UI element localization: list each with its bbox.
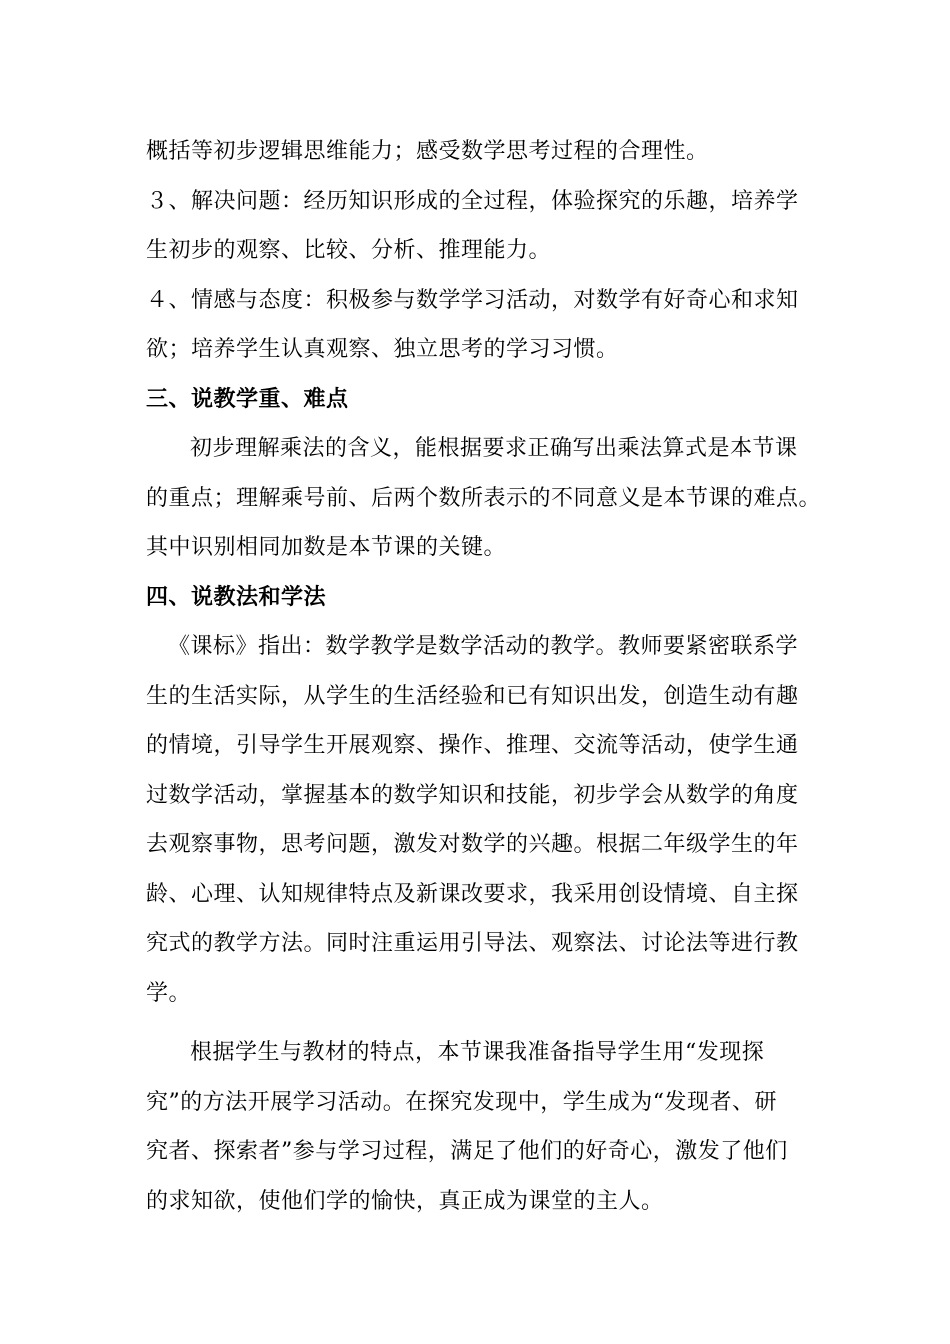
text-line: 的情境，引导学生开展观察、操作、推理、交流等活动，使学生通 <box>146 733 799 758</box>
text-line: 生的生活实际，从学生的生活经验和已有知识出发，创造生动有趣 <box>146 683 799 709</box>
text-line: ４、情感与态度：积极参与数学学习活动，对数学有好奇心和求知 <box>146 287 799 313</box>
text-line: 究”的方法开展学习活动。在探究发现中，学生成为“发现者、研 <box>146 1089 777 1115</box>
text-line: 《课标》指出：数学教学是数学活动的教学。教师要紧密联系学 <box>168 634 799 659</box>
text-line: 过数学活动，掌握基本的数学知识和技能，初步学会从数学的角度 <box>146 782 799 808</box>
text-line: 究者、探索者”参与学习过程，满足了他们的好奇心，激发了他们 <box>146 1139 788 1164</box>
section-heading: 三、说教学重、难点 <box>146 386 349 412</box>
document-body <box>146 127 826 1226</box>
text-line: 究式的教学方法。同时注重运用引导法、观察法、讨论法等进行教 <box>146 931 799 956</box>
text-line: 概括等初步逻辑思维能力；感受数学思考过程的合理性。 <box>146 139 709 164</box>
text-line: 欲；培养学生认真观察、独立思考的学习习惯。 <box>146 337 619 362</box>
text-line: 其中识别相同加数是本节课的关键。 <box>146 535 507 560</box>
text-line: 生初步的观察、比较、分析、推理能力。 <box>146 238 552 263</box>
text-line: 的求知欲，使他们学的愉快，真正成为课堂的主人。 <box>146 1188 664 1214</box>
text-line: 初步理解乘法的含义，能根据要求正确写出乘法算式是本节课 <box>190 436 798 461</box>
text-line: 根据学生与教材的特点，本节课我准备指导学生用“发现探 <box>190 1040 765 1065</box>
section-heading: 四、说教法和学法 <box>146 584 327 610</box>
text-line: 龄、心理、认知规律特点及新课改要求，我采用创设情境、自主探 <box>146 881 799 907</box>
text-line: ３、解决问题：经历知识形成的全过程，体验探究的乐趣，培养学 <box>146 188 799 214</box>
text-line: 学。 <box>146 980 192 1006</box>
text-line: 去观察事物，思考问题，激发对数学的兴趣。根据二年级学生的年 <box>146 832 799 857</box>
text-line: 的重点；理解乘号前、后两个数所表示的不同意义是本节课的难点。 <box>146 485 822 511</box>
